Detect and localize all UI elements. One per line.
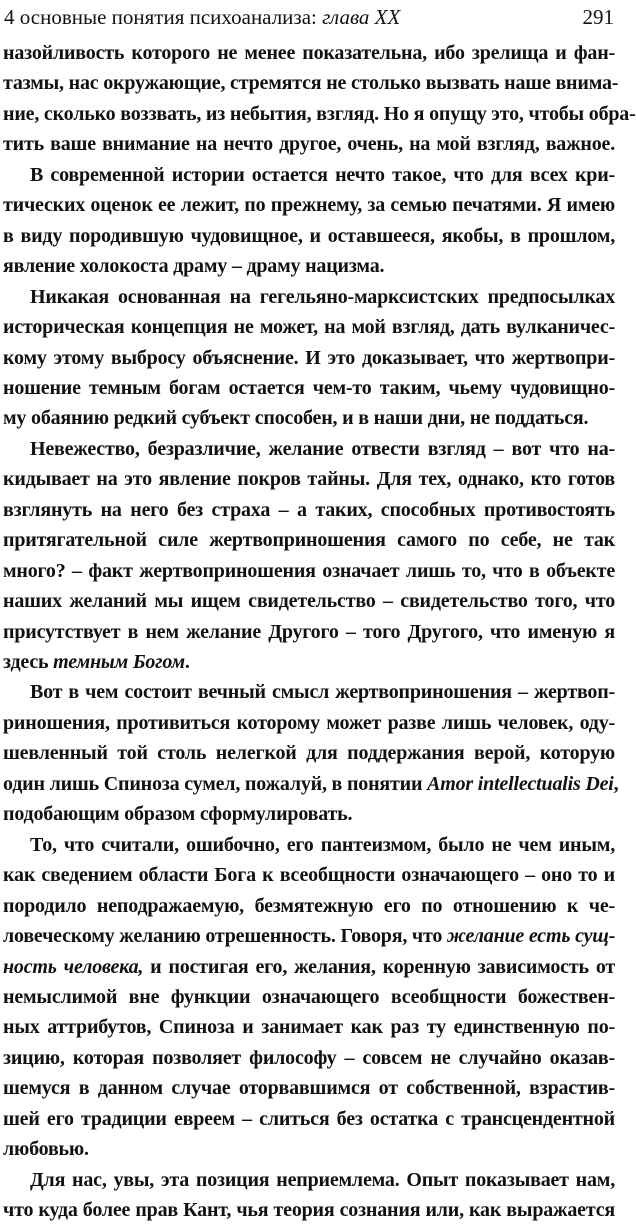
text-line [3, 891, 615, 921]
text-line [3, 1104, 615, 1134]
text-run: любовью. [3, 1138, 89, 1161]
text-line [3, 647, 190, 677]
text-line [3, 1043, 615, 1073]
text-line [3, 68, 619, 98]
text-run: шевленный той столь нелегкой для поддержания верой, которую [3, 742, 615, 765]
text-line [3, 982, 615, 1012]
text-run: явление холокоста драму – драму нацизма. [3, 255, 385, 278]
text-run: подобающим образом сформулировать. [3, 803, 353, 826]
text-run: что куда более прав Кант, чья теория сознания или, как выражается [3, 1199, 615, 1222]
text-line [3, 403, 588, 433]
text-run: много? – факт жертвоприношения означает лишь то, что в объекте [3, 559, 615, 582]
text-run: ние, сколько воззвать, из небытия, взгляд. Но я опущу это, чтобы обра- [3, 102, 636, 125]
text-line [30, 677, 615, 707]
text-line [3, 586, 615, 616]
text-line [30, 160, 615, 190]
text-run: и постигая его, желания, коренную зависимость от [143, 955, 615, 978]
text-run: немыслимой вне функции означающего всеобщности божествен- [3, 985, 615, 1008]
text-run: шемуся в данном случае оторвавшимся от собственной, взрастив- [3, 1077, 615, 1100]
text-run: , [613, 772, 619, 795]
text-run: ных аттрибутов, Спиноза и занимает как раз ту единственную по- [3, 1016, 615, 1039]
text-run: Вот в чем состоит вечный смысл жертвоприношения – жертвоп- [30, 681, 615, 704]
text-run: ловеческому желанию отрешенность. Говоря, что [3, 925, 447, 948]
text-run: риношения, противиться которому может разве лишь человек, оду- [3, 711, 615, 734]
text-run: То, что считали, ошибочно, его пантеизмом, было не чем иным, [30, 833, 615, 856]
text-line [3, 738, 615, 768]
text-run: Никакая основанная на гегельяно-марксистских предпосылках [30, 285, 615, 308]
text-run: зицию, которая позволяет философу – совсем не случайно оказав- [3, 1046, 615, 1069]
text-run: тических оценок ее лежит, по прежнему, за семью печатями. Я имею [3, 194, 615, 217]
text-line [3, 799, 352, 829]
text-line [30, 282, 615, 312]
text-line [3, 1073, 615, 1103]
text-run: присутствует в нем желание Другого – того Другого, что именую я [3, 620, 615, 643]
text-line [3, 495, 615, 525]
text-line [3, 251, 384, 281]
text-run: породило неподражаемую, безмятежную его по отношению к че- [3, 894, 615, 917]
text-line [30, 434, 615, 464]
text-run: кому этому выбросу объяснение. И это доказывает, что жертвопри- [3, 346, 615, 369]
italic-phrase: темным Богом [53, 651, 185, 673]
text-run: один лишь Спиноза сумел, пожалуй, в понятии [3, 772, 428, 795]
page-number: 291 [582, 5, 614, 29]
text-run: му обаянию редкий субъект способен, и в наши дни, не поддаться. [3, 407, 589, 430]
text-run: Для нас, увы, эта позиция неприемлема. Опыт показывает нам, [30, 1168, 615, 1191]
text-line [3, 38, 615, 68]
text-line [3, 129, 615, 159]
text-line [3, 343, 615, 373]
text-run: тить ваше внимание на нечто другое, очень, на мой взгляд, важное. [3, 133, 615, 156]
text-run: Невежество, безразличие, желание отвести взгляд – вот что на- [30, 437, 615, 460]
running-head-text: 4 основные понятия психоанализа: [4, 5, 323, 29]
text-line [3, 708, 615, 738]
text-line [3, 464, 615, 494]
running-head-chapter: глава XX [322, 5, 401, 29]
text-run: В современной истории остается нечто такое, что для всех кри- [30, 163, 615, 186]
text-line [3, 221, 615, 251]
text-run: ношение темным богам остается чем-то таким, чьему чудовищно- [3, 376, 615, 399]
text-run: притягательной силе жертвоприношения самого по себе, не так [3, 529, 615, 552]
text-line [3, 373, 615, 403]
text-line [3, 1195, 615, 1225]
text-run: наших желаний мы ищем свидетельство – свидетельство того, что [3, 590, 615, 613]
text-run: . [184, 651, 190, 673]
text-line [30, 1165, 615, 1195]
text-run: кидывает на это явление покров тайны. Для тех, однако, кто готов [3, 468, 615, 491]
text-line [3, 952, 615, 982]
text-run: шей его традиции евреем – слиться без остатка с трансцендентной [3, 1107, 615, 1130]
text-run: в виду породившую чудовищное, и оставшееся, якобы, в прошлом, [3, 224, 615, 247]
text-line [3, 525, 615, 555]
text-line [3, 769, 619, 799]
text-run: тазмы, нас окружающие, стремятся не столько вызвать наше внима- [3, 72, 619, 95]
running-header [4, 2, 614, 32]
text-run: взглянуть на него без страха – а таких, способных противостоять [3, 498, 615, 521]
text-line [3, 1012, 615, 1042]
italic-phrase: желание есть сущ- [446, 925, 616, 948]
text-line [3, 921, 615, 951]
italic-phrase: Amor intellectualis Dei [427, 772, 614, 795]
text-line [30, 830, 615, 860]
text-run: назойливость которого не менее показательна, ибо зрелища и фан- [3, 42, 615, 64]
text-run: историческая концепция не может, на мой взгляд, дать вулканичес- [3, 316, 615, 339]
text-run: как сведением области Бога к всеобщности означающего – оно то и [3, 864, 615, 887]
text-line [3, 860, 615, 890]
text-line [3, 1134, 89, 1164]
text-line [3, 312, 615, 342]
text-run: здесь [3, 651, 54, 673]
text-line [3, 617, 615, 647]
text-line [3, 190, 615, 220]
text-line [3, 556, 615, 586]
italic-phrase: ность человека, [3, 955, 144, 978]
running-head-title [4, 2, 400, 32]
text-line [3, 99, 636, 129]
